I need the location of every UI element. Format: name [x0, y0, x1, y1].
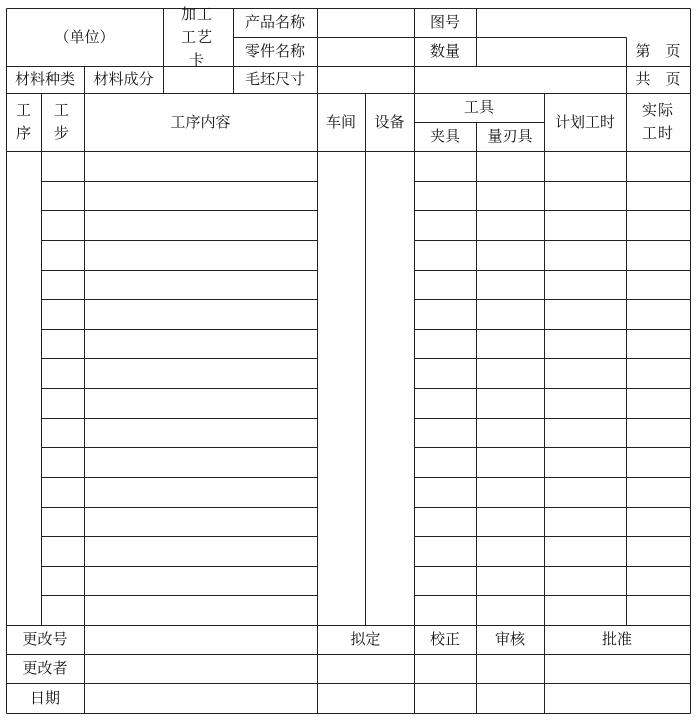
product-name-label: 产品名称: [244, 13, 305, 31]
col-step: 工步: [53, 101, 70, 142]
drawing-no-value[interactable]: [476, 8, 690, 37]
part-name-value[interactable]: [317, 37, 414, 66]
quantity-value[interactable]: [476, 37, 626, 66]
drafted-label: 拟定: [350, 630, 381, 648]
blank-size-label: 毛坯尺寸: [244, 70, 305, 88]
col-fixture: 夹具: [429, 127, 460, 145]
col-process: 工序: [15, 101, 32, 142]
col-workshop: 车间: [325, 112, 356, 131]
page-no-label: 第 页: [635, 42, 681, 60]
material-value[interactable]: [163, 66, 233, 93]
reviewed-label: 审核: [494, 630, 525, 648]
quantity-label: 数量: [429, 42, 460, 60]
col-gauge-cutter: 量刃具: [487, 127, 533, 145]
col-content: 工序内容: [170, 112, 231, 131]
drawing-no-label: 图号: [429, 13, 460, 31]
changer-label: 更改者: [22, 659, 68, 677]
col-planned-hours: 计划工时: [554, 112, 615, 131]
card-title: 加工工艺卡: [180, 4, 213, 69]
col-equipment: 设备: [374, 112, 405, 131]
material-type-label: 材料种类: [14, 70, 75, 88]
date-label: 日期: [29, 688, 60, 707]
col-tooling: 工具: [463, 98, 494, 116]
part-name-label: 零件名称: [244, 42, 305, 60]
change-no-label: 更改号: [22, 630, 68, 648]
blank-size-value[interactable]: [317, 66, 414, 93]
page-total-label: 共 页: [635, 70, 681, 88]
product-name-value[interactable]: [317, 8, 414, 37]
unit-label: （单位）: [54, 27, 115, 46]
material-composition-label: 材料成分: [93, 70, 154, 88]
checked-label: 校正: [429, 630, 460, 648]
col-actual-hours: 实际工时: [641, 101, 674, 142]
approved-label: 批准: [601, 630, 632, 648]
